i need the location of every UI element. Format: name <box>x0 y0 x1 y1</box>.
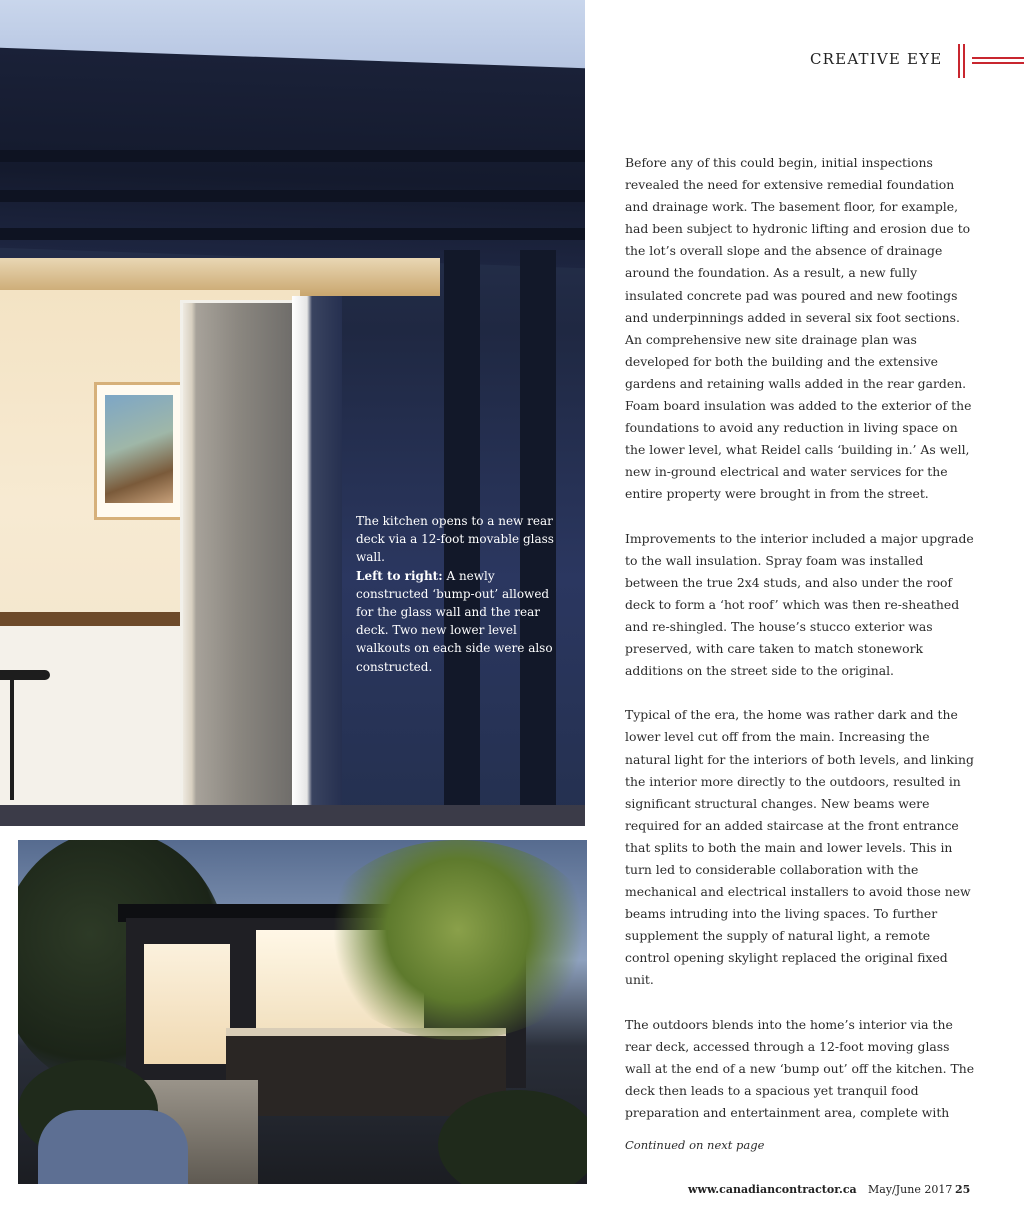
continued-note: Continued on next page <box>625 1138 765 1152</box>
caption-text-2: A newly constructed ‘bump-out’ allowed for the glass wall and the rear deck. Two new lower level walkouts on each side were also constructed. <box>356 568 553 674</box>
article-paragraph: The outdoors blends into the home’s interior via the rear deck, accessed through a 12-foot moving glass wall at the end of a new ‘bump out’ off the kitchen. The deck then leads to a spacious yet tranquil food preparation and entertainment area, complete with <box>625 1016 975 1121</box>
section-title: CREATIVE EYE <box>810 50 943 68</box>
roof-beam <box>0 150 585 162</box>
article-paragraph: Before any of this could begin, initial inspections revealed the need for extensive remedial foundation and drainage work. The basement floor, for example, had been subject to hydronic lifting and erosion due to the lot’s overall slope and the absence of drainage around the foundation. As a result, a new fully insulated concrete pad was poured and new footings and underpinnings added in several six foot sections. An comprehensive new site drainage plan was developed for both the building and the extensive gardens and retaining walls added in the rear garden. Foam board insulation was added to the exterior of the foundations to avoid any reduction in living space on the lower level, what Reidel calls ‘building in.’ As well, new in-ground electrical and water services for the entire property were brought in from the street. <box>625 155 972 502</box>
kitchen-cabinet <box>0 626 180 826</box>
wall-painting <box>94 382 184 520</box>
roof-beam <box>0 228 585 240</box>
bar-stool <box>0 670 50 680</box>
bar-stool-leg <box>10 680 14 800</box>
header-rule <box>972 62 1024 64</box>
header-rule <box>958 44 960 78</box>
article-paragraph: Typical of the era, the home was rather dark and the lower level cut off from the main. Increasing the natural light for the interiors of both levels, and linking the interior more directly to the outdoors, resulted in significant structural changes. New beams were required for an added staircase at the front entrance that splits to both the main and lower levels. This in turn led to considerable collaboration with the mechanical and electrical installers to avoid those new beams intruding into the living spaces. To further supplement the supply of natural light, a remote control opening skylight replaced the original fixed unit. <box>625 707 974 988</box>
photo-caption <box>356 512 561 676</box>
glass-wall-panel <box>180 300 296 826</box>
deck-floor <box>0 805 585 826</box>
adirondack-chair <box>38 1110 188 1184</box>
footer-url[interactable]: www.canadiancontractor.ca <box>688 1183 857 1196</box>
article-paragraph: Improvements to the interior included a major upgrade to the wall insulation. Spray foam was installed between the true 2x4 studs, and also under the roof deck to form a ‘hot roof’ which was then re-sheathed and re-shingled. The house’s stucco exterior was preserved, with care taken to match stonework additions on the street side to the original. <box>625 530 974 679</box>
lit-window <box>144 944 230 1064</box>
header-rule <box>972 57 1024 59</box>
glass-wall-panel <box>292 296 342 826</box>
caption-text: The kitchen opens to a new rear deck via a 12-foot movable glass wall. <box>356 514 554 565</box>
footer-issue: May/June 2017 <box>868 1183 953 1196</box>
page-number: 25 <box>955 1183 971 1196</box>
kitchen-counter <box>0 612 180 626</box>
roof-beam <box>0 190 585 202</box>
caption-lead: Left to right: <box>356 568 443 583</box>
header-rule <box>963 44 965 78</box>
rear-garden-photo <box>18 840 587 1184</box>
kitchen-deck-photo <box>0 0 585 826</box>
article-body <box>625 152 975 1146</box>
tree-foliage <box>318 840 587 1040</box>
